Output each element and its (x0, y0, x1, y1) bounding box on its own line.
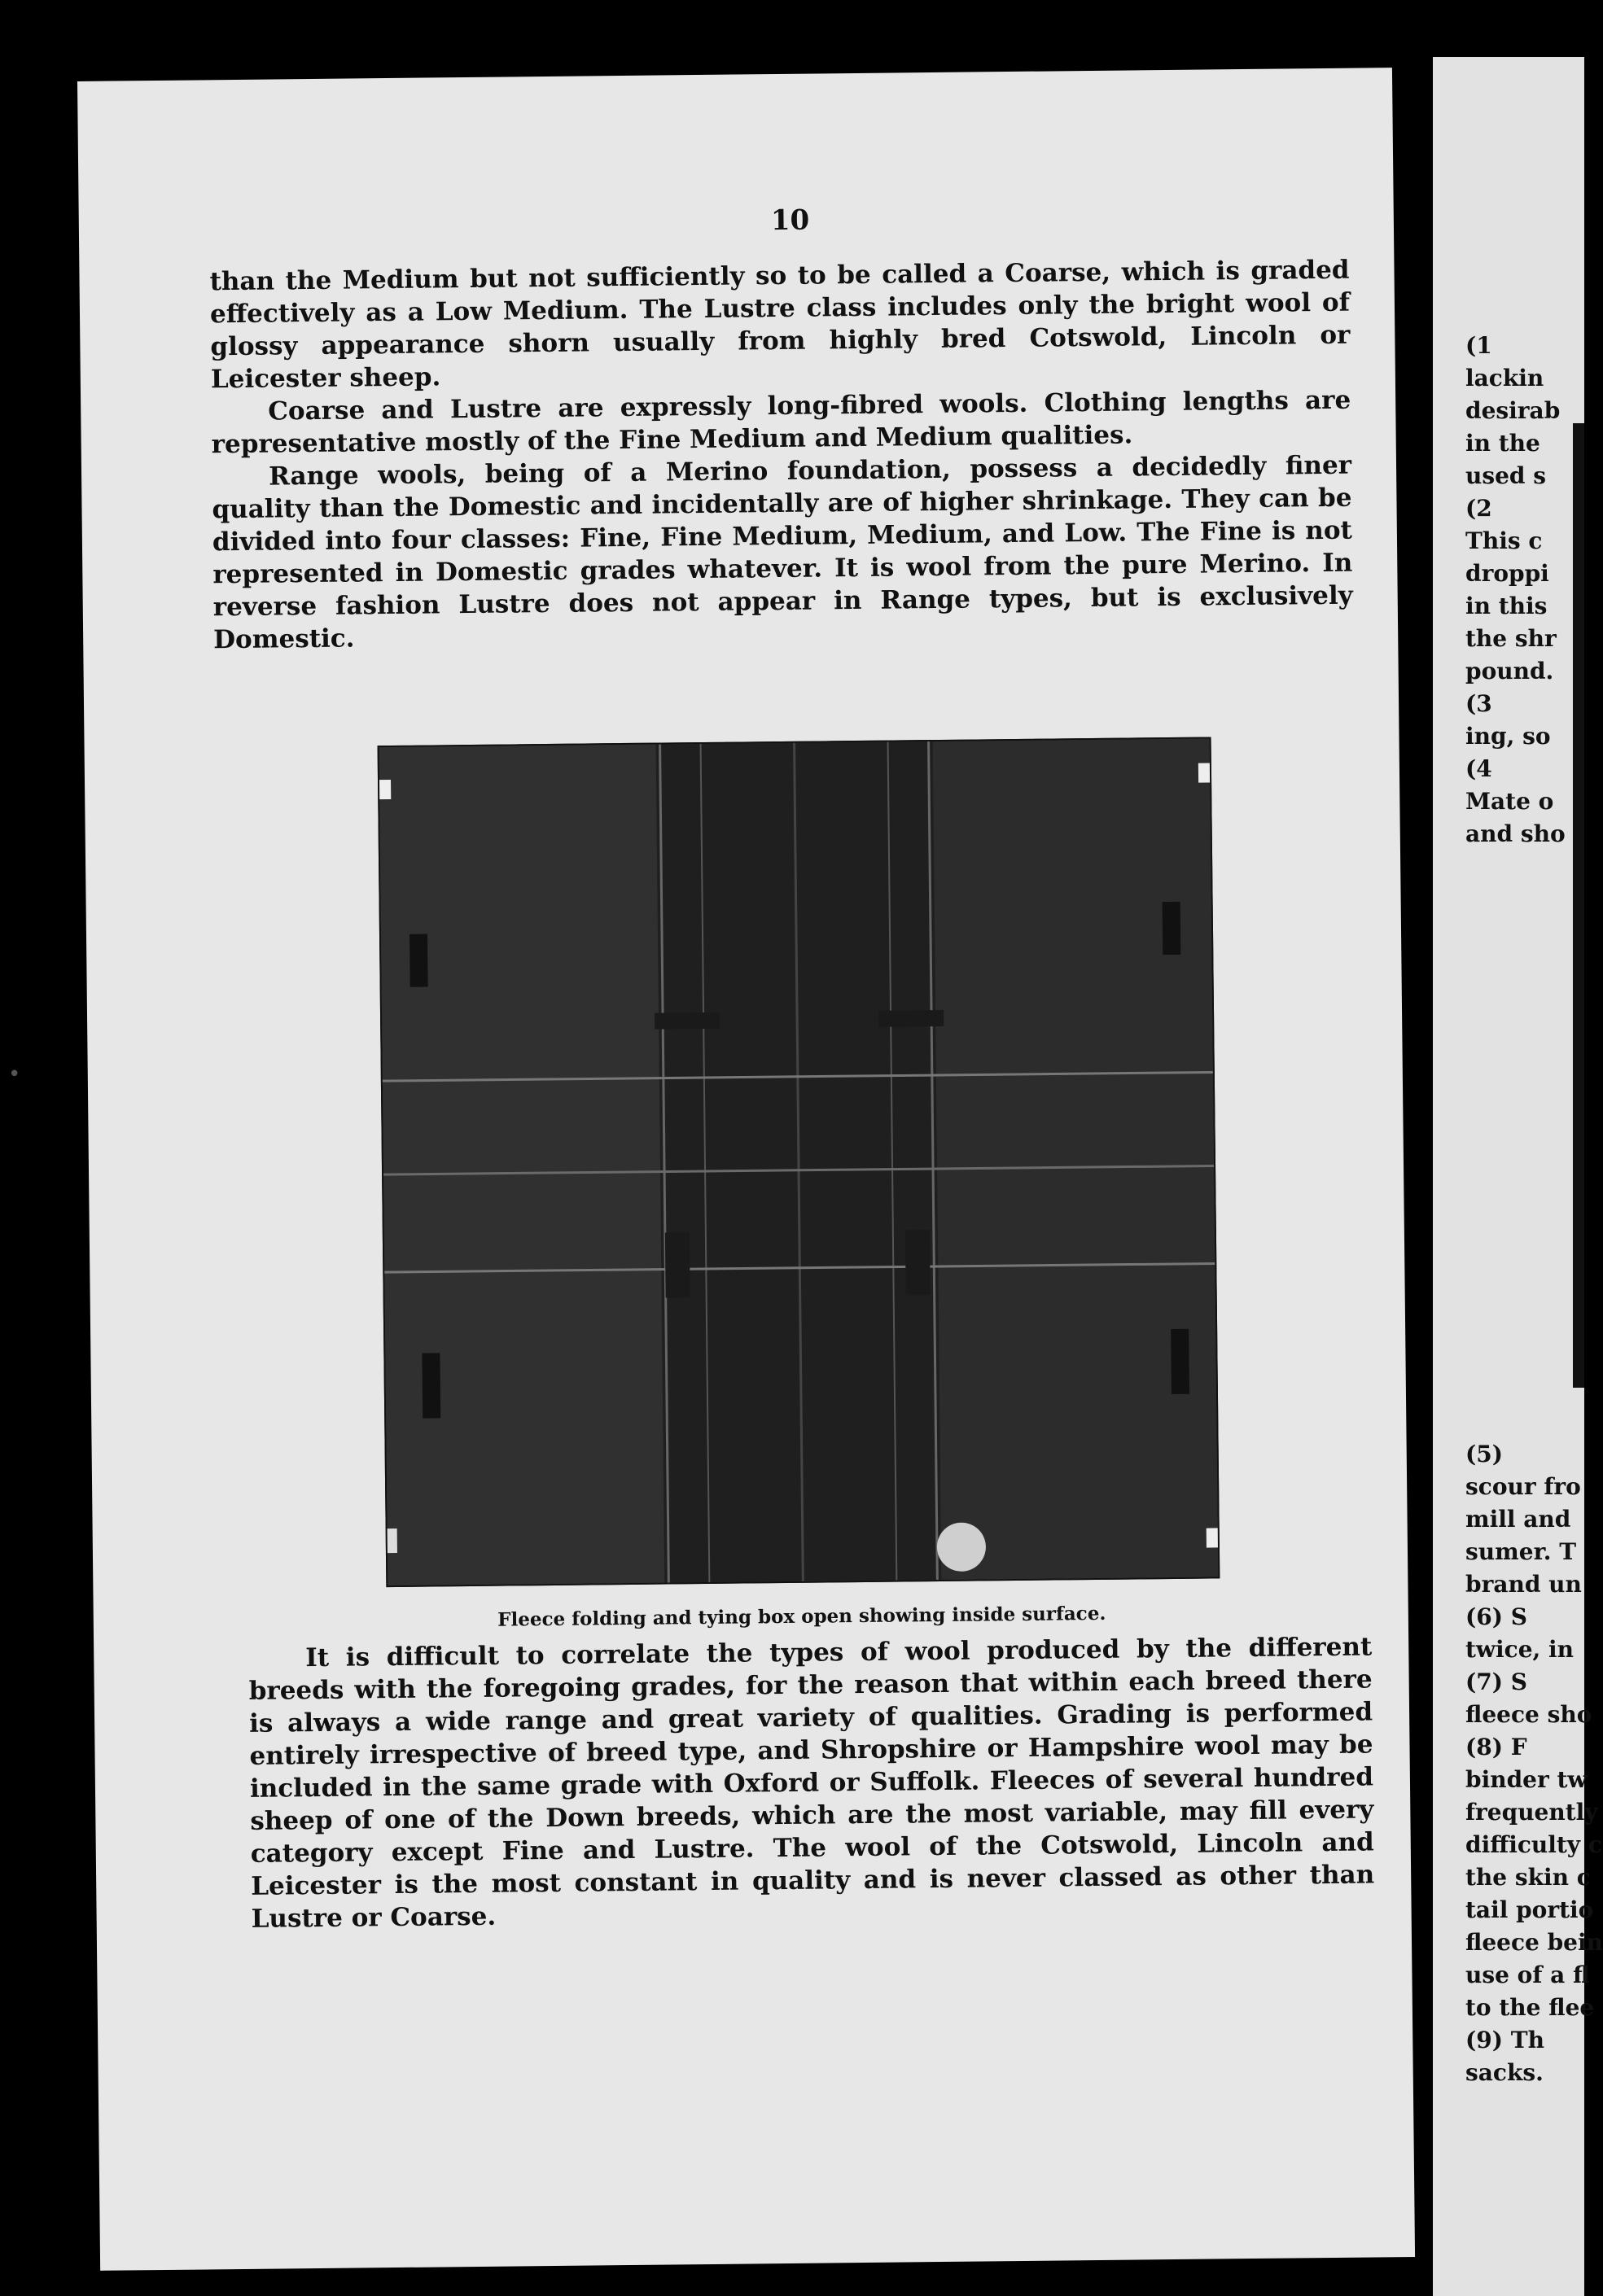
facing-line: fleece sho (1465, 1701, 1592, 1728)
facing-line: desirab (1465, 397, 1561, 424)
facing-line: twice, in (1465, 1636, 1575, 1663)
figure-caption: Fleece folding and tying box open showing inside surface. (497, 1602, 1106, 1631)
bottom-text-block (248, 1630, 1375, 1935)
facing-line: (9) Th (1465, 2027, 1544, 2053)
facing-line: brand un (1465, 1571, 1582, 1598)
facing-line: (6) S (1465, 1603, 1527, 1630)
facing-line: Mate o (1465, 788, 1554, 815)
facing-line: binder tw (1465, 1766, 1588, 1793)
left-page (77, 68, 1415, 2271)
facing-line: fleece bein (1465, 1929, 1603, 1956)
facing-line: (4 (1465, 755, 1492, 782)
facing-line: sacks. (1465, 2059, 1544, 2086)
facing-line: ing, so (1465, 723, 1551, 750)
facing-line: droppi (1465, 560, 1549, 587)
margin-mark: • (8, 1062, 21, 1087)
paragraph-3: Range wools, being of a Merino foundation, possess a decidedly finer quality than the Domestic and incidentally are of higher shrinkage. They can be divided into four classes: Fine, Fine Medium, Medium, and Low. The Fine is not represented in Domestic grades whatever. It is wool from the pure Merino. In reverse fashion Lustre does not appear in Range types, but is exclusively Domestic. (212, 450, 1353, 655)
facing-line: scour fro (1465, 1473, 1581, 1500)
facing-line: (1 (1465, 332, 1492, 359)
facing-page-photo-edge (1573, 423, 1584, 1388)
facing-line: in this (1465, 593, 1548, 619)
facing-line: (8) F (1465, 1734, 1527, 1760)
facing-page (1433, 57, 1603, 2296)
fleece-box-photo (378, 737, 1220, 1587)
facing-line: (2 (1465, 495, 1492, 522)
facing-line: (3 (1465, 690, 1492, 717)
facing-line: in the (1465, 430, 1540, 457)
paragraph-2: Coarse and Lustre are expressly long-fibred wools. Clothing lengths are representative mostly of the Fine Medium and Medium qualities. (211, 385, 1351, 460)
page-number: 10 (770, 203, 810, 238)
paragraph-4: It is difficult to correlate the types of wool produced by the different breeds with the foregoing grades, for the reason that within each breed there is always a wide range and great variety of qualities. Grading is performed entirely irrespective of breed type, and Shropshire or Hampshire wool may be included in the same grade with Oxford or Suffolk. Fleeces of several hundred sheep of one of the Down breeds, which are the most variable, may fill every category except Fine and Lustre. The wool of the Cotswold, Lincoln and Leicester is the most constant in quality and is never classed as other than Lustre or Coarse. (248, 1632, 1375, 1934)
facing-line: the shr (1465, 625, 1557, 652)
facing-line: pound. (1465, 658, 1554, 684)
facing-line: the skin c (1465, 1864, 1591, 1891)
facing-line: use of a fl (1465, 1961, 1590, 1988)
paragraph-1: than the Medium but not sufficiently so to be called a Coarse, which is graded effectively as a Low Medium. The Lustre class includes only the bright wool of glossy appearance shorn usually from highly bred Cotswold, Lincoln or Leicester sheep. (209, 255, 1351, 395)
facing-line: lackin (1465, 365, 1544, 391)
fleece-box-illustration (379, 738, 1219, 1585)
facing-line: tail portio (1465, 1896, 1594, 1923)
facing-line: difficulty c (1465, 1831, 1602, 1858)
facing-line: used s (1465, 462, 1547, 489)
facing-line: and sho (1465, 820, 1566, 847)
top-text-block (209, 254, 1353, 657)
facing-line: This c (1465, 527, 1543, 554)
facing-line: sumer. T (1465, 1538, 1577, 1565)
facing-line: (5) (1465, 1441, 1503, 1467)
facing-line: mill and (1465, 1506, 1571, 1533)
facing-line: (7) S (1465, 1668, 1527, 1695)
facing-line: to the flee (1465, 1994, 1595, 2021)
facing-line: frequently (1465, 1799, 1598, 1826)
